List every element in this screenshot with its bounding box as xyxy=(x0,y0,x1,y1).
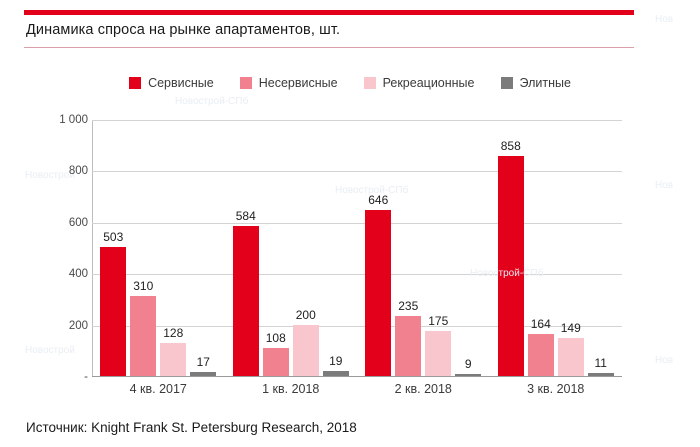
y-axis-tick-label: 200 xyxy=(68,319,88,332)
bar-rect xyxy=(100,247,126,376)
x-axis-tick-label: 2 кв. 2018 xyxy=(394,382,452,396)
bar xyxy=(323,354,349,376)
bar xyxy=(498,138,524,377)
bar xyxy=(455,356,481,376)
bar-rect xyxy=(425,331,451,376)
bar-rect xyxy=(558,338,584,376)
legend-swatch-neservisnye xyxy=(240,77,252,89)
bar xyxy=(365,192,391,376)
bar-value-label: 164 xyxy=(530,316,551,331)
bar-rect xyxy=(130,296,156,376)
legend-item-servisnye xyxy=(129,76,214,90)
y-axis-tick-label: 600 xyxy=(68,216,88,229)
bar-value-label: 646 xyxy=(368,192,389,207)
y-axis-tick-label: 1 000 xyxy=(59,114,88,126)
bar-rect xyxy=(233,226,259,376)
top-accent-rule xyxy=(24,10,634,15)
legend-swatch-elitnye xyxy=(501,77,513,89)
bar xyxy=(528,316,554,376)
bar-value-label: 858 xyxy=(500,138,521,153)
legend-item-rekreacionnye xyxy=(364,76,475,90)
bar xyxy=(130,279,156,376)
bar xyxy=(263,331,289,376)
bar-value-label: 17 xyxy=(196,354,210,369)
gridline xyxy=(92,120,622,121)
legend-swatch-rekreacionnye xyxy=(364,77,376,89)
bar xyxy=(160,326,186,376)
watermark: Новострой-СПб xyxy=(470,268,544,279)
legend-label-servisnye: Сервисные xyxy=(148,76,214,90)
bar xyxy=(588,356,614,376)
y-axis-tick-label: 800 xyxy=(68,165,88,178)
legend-item-neservisnye xyxy=(240,76,338,90)
bar-group xyxy=(365,192,481,376)
x-axis-tick-label: 3 кв. 2018 xyxy=(527,382,585,396)
bar-rect xyxy=(528,334,554,376)
bar-value-label: 9 xyxy=(464,356,472,371)
y-axis-tick-label: 400 xyxy=(68,268,88,281)
bar xyxy=(558,320,584,376)
bar-rect xyxy=(263,348,289,376)
bar-rect xyxy=(588,373,614,376)
bar-value-label: 19 xyxy=(329,354,343,369)
watermark: Нов xyxy=(655,180,674,191)
bar-group xyxy=(100,229,216,376)
bar-value-label: 108 xyxy=(265,331,286,346)
watermark: Новострой-СПб xyxy=(335,185,409,196)
watermark: Новострой xyxy=(25,345,75,356)
bar xyxy=(425,314,451,376)
y-axis-tick-label: - xyxy=(84,371,88,383)
bar xyxy=(293,307,319,376)
bar-value-label: 235 xyxy=(398,298,419,313)
legend-label-elitnye: Элитные xyxy=(519,76,571,90)
bar-value-label: 128 xyxy=(163,326,184,341)
watermark: Нов xyxy=(655,14,674,25)
bar-group xyxy=(498,138,614,377)
bar xyxy=(100,229,126,376)
bar xyxy=(190,354,216,376)
bar xyxy=(233,208,259,376)
bar-rect xyxy=(365,210,391,376)
legend-item-elitnye xyxy=(501,76,571,90)
page-title: Динамика спроса на рынке апартаментов, шт. xyxy=(26,22,341,38)
bar-value-label: 503 xyxy=(103,229,124,244)
bar-rect xyxy=(455,374,481,376)
watermark: Нов xyxy=(655,355,674,366)
bar-rect xyxy=(160,343,186,376)
legend-label-neservisnye: Несервисные xyxy=(258,76,338,90)
bar-group xyxy=(233,208,349,376)
bar-rect xyxy=(498,156,524,377)
chart-legend xyxy=(0,76,700,90)
legend-label-rekreacionnye: Рекреационные xyxy=(382,76,475,90)
x-axis-baseline xyxy=(92,376,622,377)
bar xyxy=(395,298,421,376)
bar-rect xyxy=(323,371,349,376)
bar-value-label: 200 xyxy=(295,307,316,322)
x-axis-tick-label: 1 кв. 2018 xyxy=(262,382,320,396)
plot-area xyxy=(92,120,622,377)
watermark: Новострой-СПб xyxy=(175,96,249,107)
bar-value-label: 175 xyxy=(428,314,449,329)
title-divider xyxy=(24,47,634,48)
bar-value-label: 11 xyxy=(594,356,607,371)
bar-rect xyxy=(293,325,319,376)
bar-rect xyxy=(190,372,216,376)
watermark: Новострой xyxy=(25,170,75,181)
bar-value-label: 149 xyxy=(560,320,581,335)
source-note: Источник: Knight Frank St. Petersburg Research, 2018 xyxy=(26,420,357,435)
bar-rect xyxy=(395,316,421,376)
bar-value-label: 584 xyxy=(235,208,256,223)
x-axis-tick-label: 4 кв. 2017 xyxy=(129,382,187,396)
legend-swatch-servisnye xyxy=(129,77,141,89)
y-axis-line xyxy=(92,120,93,377)
bar-value-label: 310 xyxy=(133,279,154,294)
